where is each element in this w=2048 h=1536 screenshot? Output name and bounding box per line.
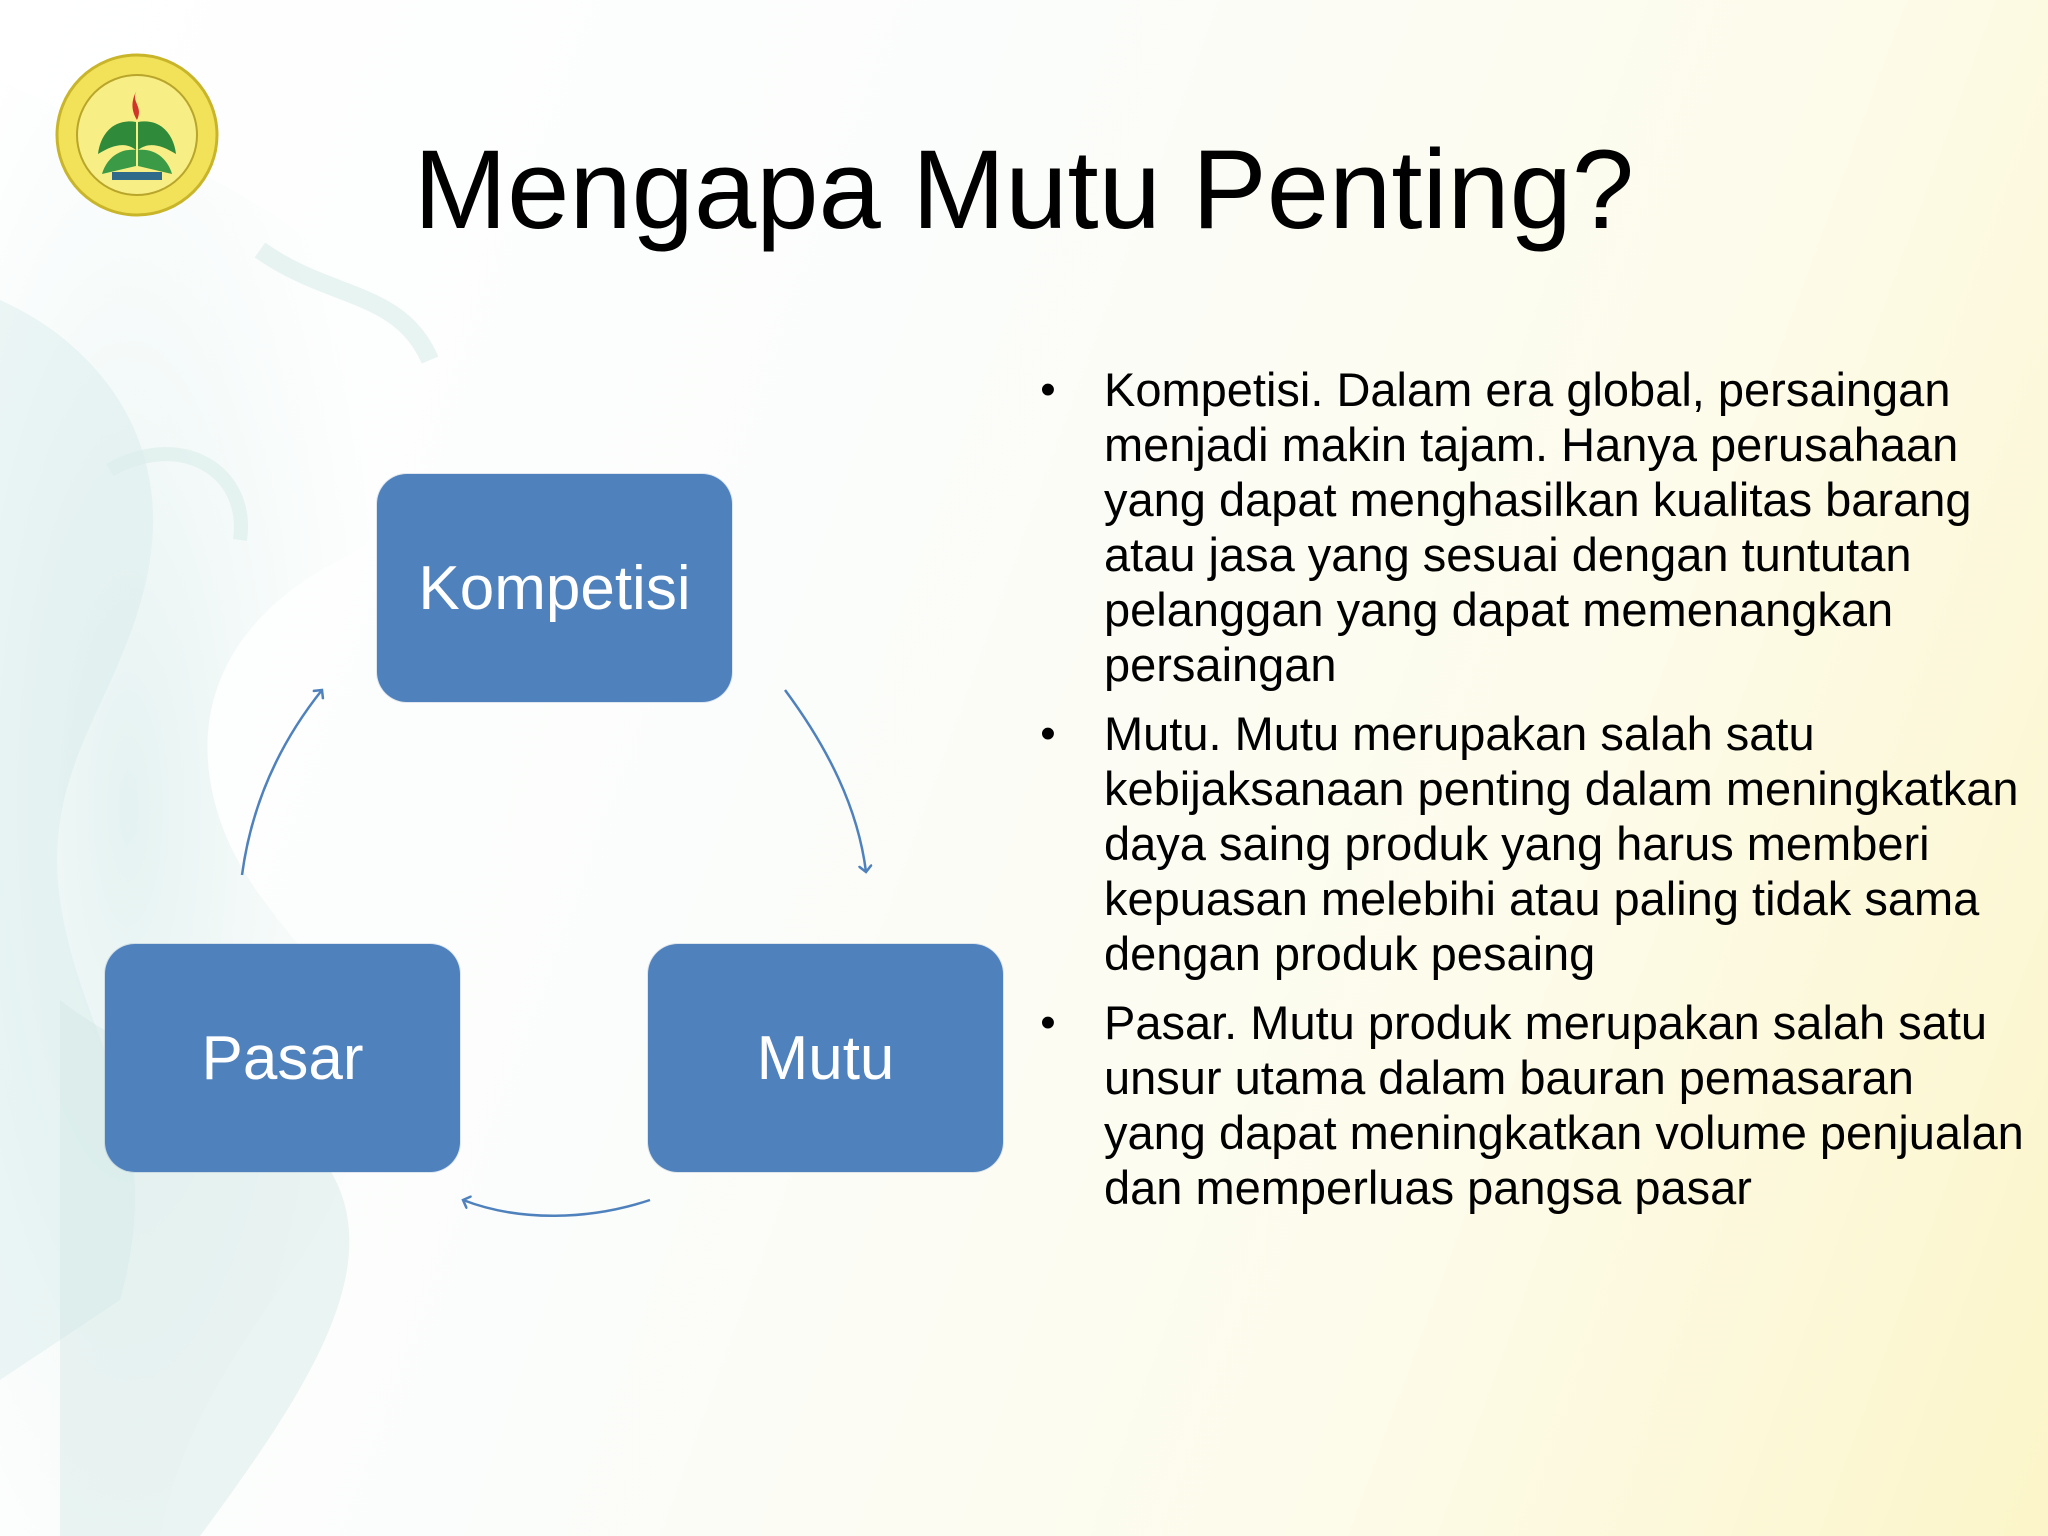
bullet-dot-icon: • bbox=[1040, 998, 1056, 1047]
bullet-dot-icon: • bbox=[1040, 365, 1056, 414]
bullet-list bbox=[1028, 362, 2028, 1229]
cycle-arrows bbox=[0, 0, 1020, 1536]
arrow-kompetisi-to-mutu bbox=[785, 690, 866, 872]
bullet-item-mutu bbox=[1028, 706, 2028, 981]
arrow-pasar-to-kompetisi bbox=[242, 690, 322, 875]
bullet-item-kompetisi bbox=[1028, 362, 2028, 692]
bullet-dot-icon: • bbox=[1040, 709, 1056, 758]
slide-title: Mengapa Mutu Penting? bbox=[413, 127, 1635, 252]
node-pasar: Pasar bbox=[105, 944, 460, 1172]
cycle-diagram bbox=[0, 0, 1020, 1536]
bullet-text: Mutu. Mutu merupakan salah satu kebijaksanaan penting dalam meningkatkan daya saing produk yang harus memberi kepuasan melebihi atau paling tidak sama dengan produk pesaing bbox=[1104, 707, 2019, 980]
bullet-text: Kompetisi. Dalam era global, persaingan menjadi makin tajam. Hanya perusahaan yang dapat menghasilkan kualitas barang atau jasa yang sesuai dengan tuntutan pelanggan yang dapat memenangkan persaingan bbox=[1104, 363, 1972, 691]
arrow-mutu-to-pasar bbox=[463, 1200, 650, 1216]
bullet-text: Pasar. Mutu produk merupakan salah satu unsur utama dalam bauran pemasaran yang dapat meningkatkan volume penjualan dan memperluas pangsa pasar bbox=[1104, 996, 2024, 1214]
node-mutu: Mutu bbox=[648, 944, 1003, 1172]
bullet-item-pasar bbox=[1028, 995, 2028, 1215]
node-kompetisi: Kompetisi bbox=[377, 474, 732, 702]
